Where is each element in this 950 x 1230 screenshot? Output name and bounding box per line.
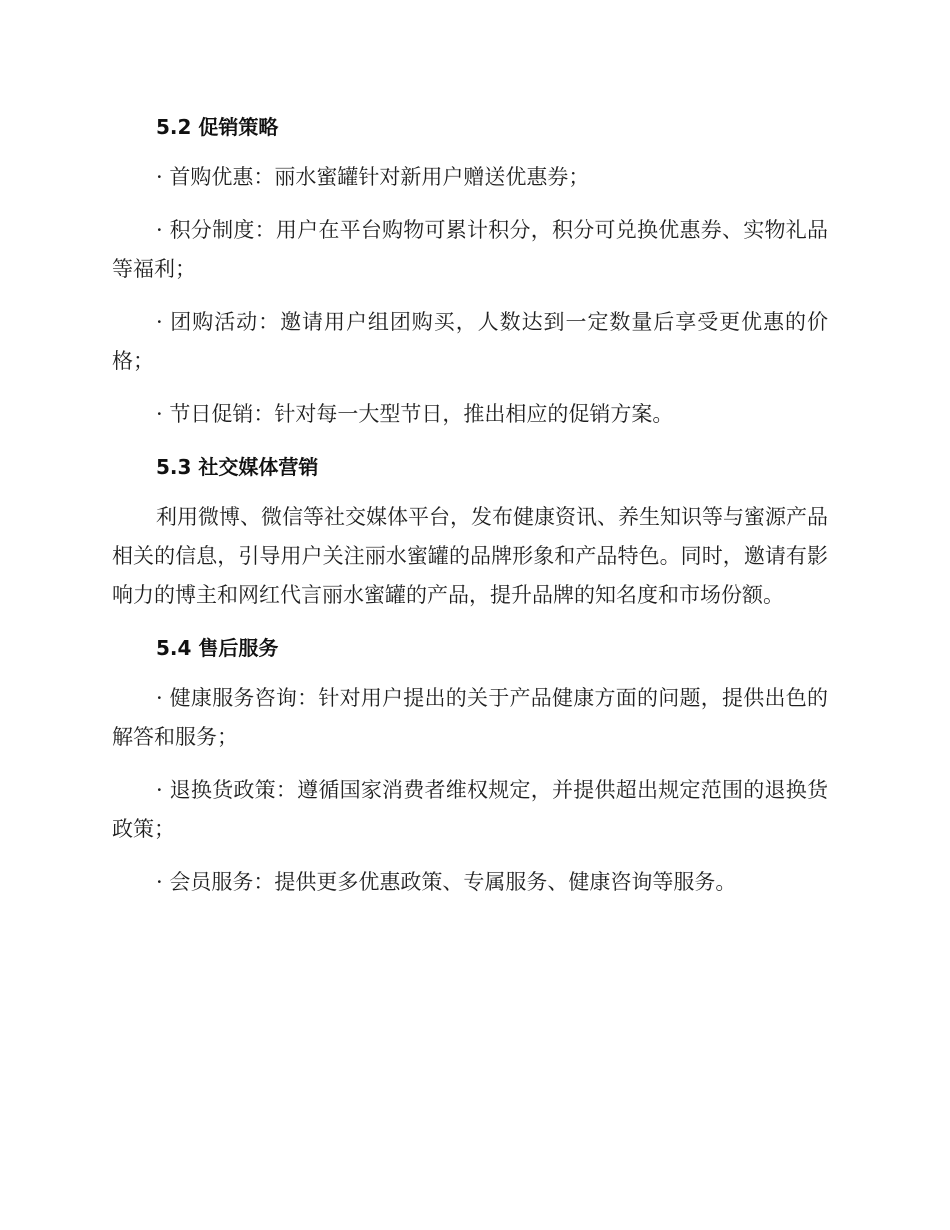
section-social-media-marketing bbox=[112, 448, 828, 615]
section-heading: 5.3 社交媒体营销 bbox=[156, 455, 319, 479]
section-heading: 5.2 促销策略 bbox=[156, 115, 279, 139]
bullet-health-consultation: · 健康服务咨询：针对用户提出的关于产品健康方面的问题，提供出色的解答和服务； bbox=[112, 686, 828, 749]
bullet-return-policy: · 退换货政策：遵循国家消费者维权规定，并提供超出规定范围的退换货政策； bbox=[112, 778, 828, 841]
bullet-holiday-promotion: · 节日促销：针对每一大型节日，推出相应的促销方案。 bbox=[156, 402, 674, 426]
section-promotion-strategy bbox=[112, 108, 828, 434]
bullet-points-system: · 积分制度：用户在平台购物可累计积分，积分可兑换优惠券、实物礼品等福利； bbox=[112, 218, 828, 281]
bullet-member-service: · 会员服务：提供更多优惠政策、专属服务、健康咨询等服务。 bbox=[156, 870, 737, 894]
paragraph-social-media: 利用微博、微信等社交媒体平台，发布健康资讯、养生知识等与蜜源产品相关的信息，引导用户关注丽水蜜罐的品牌形象和产品特色。同时，邀请有影响力的博主和网红代言丽水蜜罐的产品，提升品牌的知名度和市场份额。 bbox=[112, 505, 828, 607]
bullet-first-purchase-discount: · 首购优惠：丽水蜜罐针对新用户赠送优惠券； bbox=[156, 165, 590, 189]
section-after-sales-service bbox=[112, 629, 828, 902]
bullet-group-buying: · 团购活动：邀请用户组团购买，人数达到一定数量后享受更优惠的价格； bbox=[112, 310, 828, 373]
section-heading: 5.4 售后服务 bbox=[156, 636, 279, 660]
